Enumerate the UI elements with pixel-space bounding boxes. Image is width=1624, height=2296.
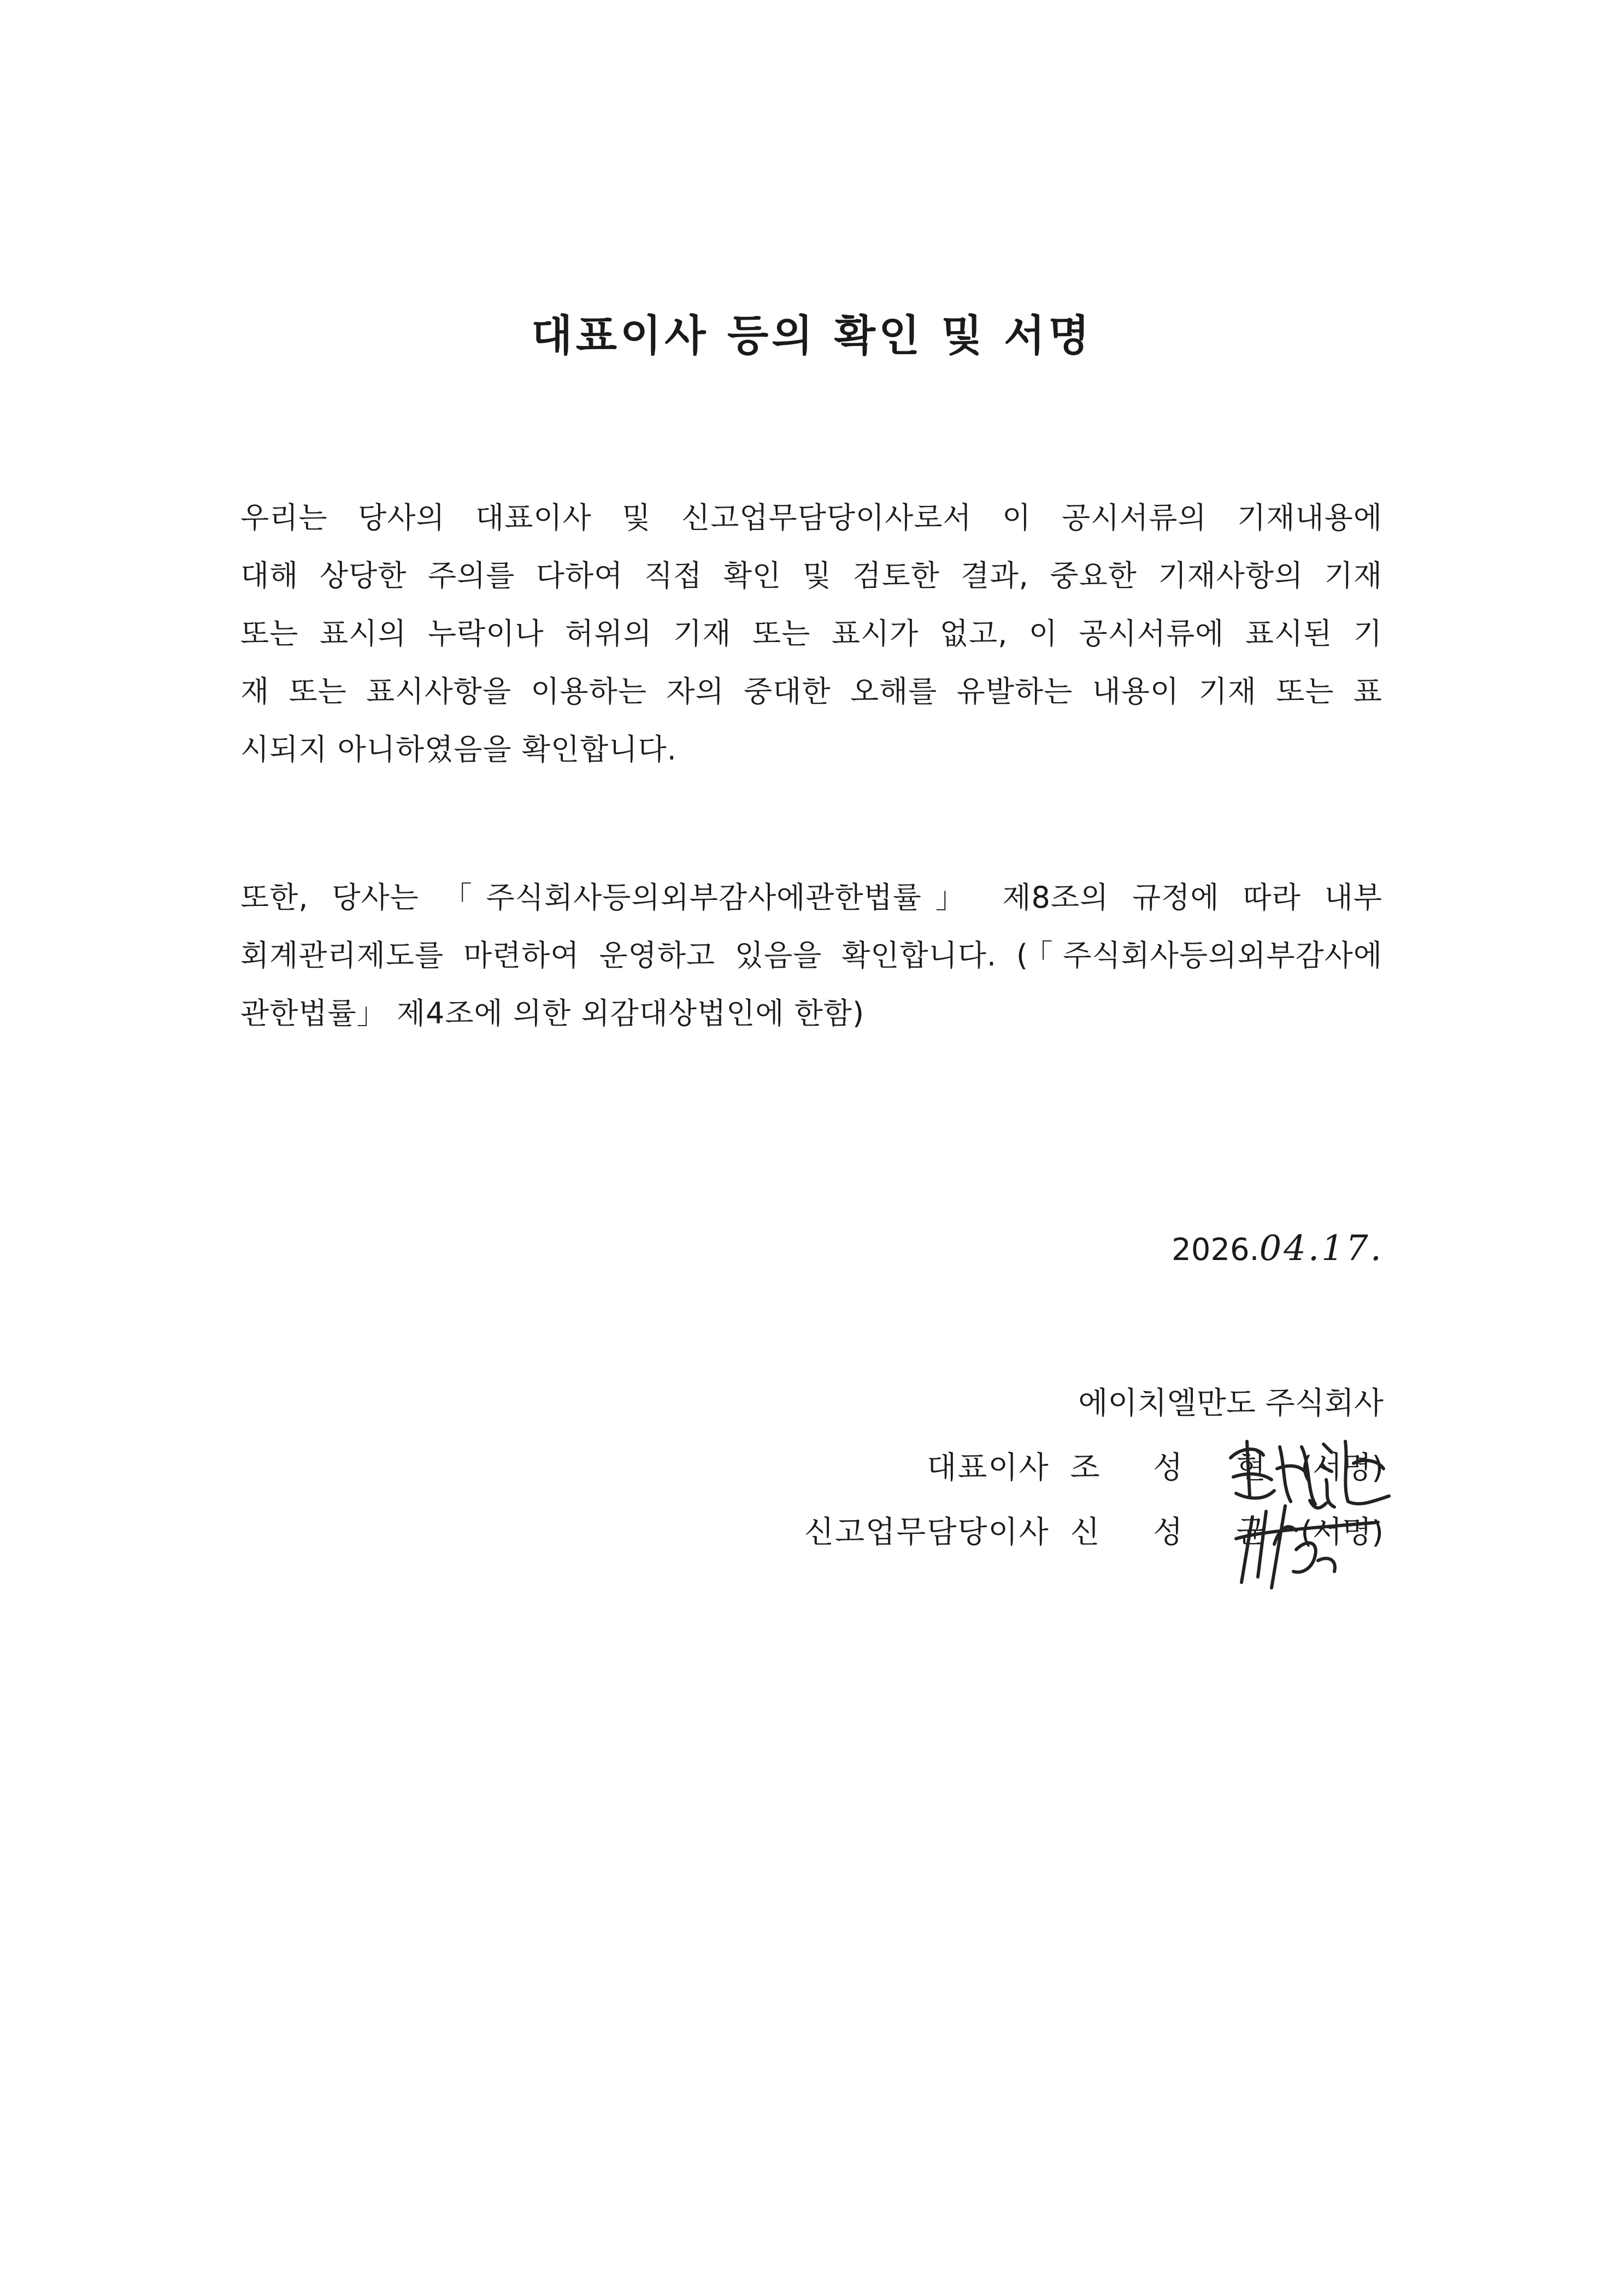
paragraph-line: 대해 상당한 주의를 다하여 직접 확인 및 검토한 결과, 중요한 기재사항의 기재 (240, 558, 1382, 593)
ceo-signature-line (728, 1436, 1384, 1500)
company-name: 에이치엘만도 주식회사 (1078, 1386, 1384, 1421)
signature-block (728, 1371, 1384, 1565)
officer-signature-line (728, 1500, 1384, 1565)
internal-control-paragraph (240, 869, 1382, 1043)
signer-name: 조 성 현 (1070, 1450, 1288, 1486)
paragraph-line: 또한, 당사는 「주식회사등의외부감사에관한법률」 제8조의 규정에 따라 내부 (240, 880, 1382, 915)
signer-role: 대표이사 (927, 1450, 1050, 1486)
signer-role: 신고업무담당이사 (804, 1515, 1050, 1550)
signer-name: 신 성 균 (1070, 1515, 1288, 1550)
signature-mark-label: (서명) (1301, 1450, 1384, 1486)
paragraph-line: 회계관리제도를 마련하여 운영하고 있음을 확인합니다. (「주식회사등의외부감사에 (240, 938, 1382, 973)
paragraph-line: 우리는 당사의 대표이사 및 신고업무담당이사로서 이 공시서류의 기재내용에 (240, 501, 1382, 535)
paragraph-line: 시되지 아니하였음을 확인합니다. (240, 732, 677, 767)
signature-mark-label: (서명) (1301, 1515, 1384, 1550)
paragraph-line: 관한법률」 제4조에 의한 외감대상법인에 한함) (240, 996, 865, 1031)
paragraph-line: 재 또는 표시사항을 이용하는 자의 중대한 오해를 유발하는 내용이 기재 또는 표 (240, 674, 1382, 709)
date-handwritten: 04.17. (1259, 1228, 1384, 1269)
document-title: 대표이사 등의 확인 및 서명 (531, 311, 1093, 361)
date-printed: 2026. (1172, 1232, 1260, 1268)
confirmation-paragraph (240, 489, 1382, 779)
paragraph-line: 또는 표시의 누락이나 허위의 기재 또는 표시가 없고, 이 공시서류에 표시된 기 (240, 616, 1382, 651)
signing-date (1172, 1224, 1384, 1275)
